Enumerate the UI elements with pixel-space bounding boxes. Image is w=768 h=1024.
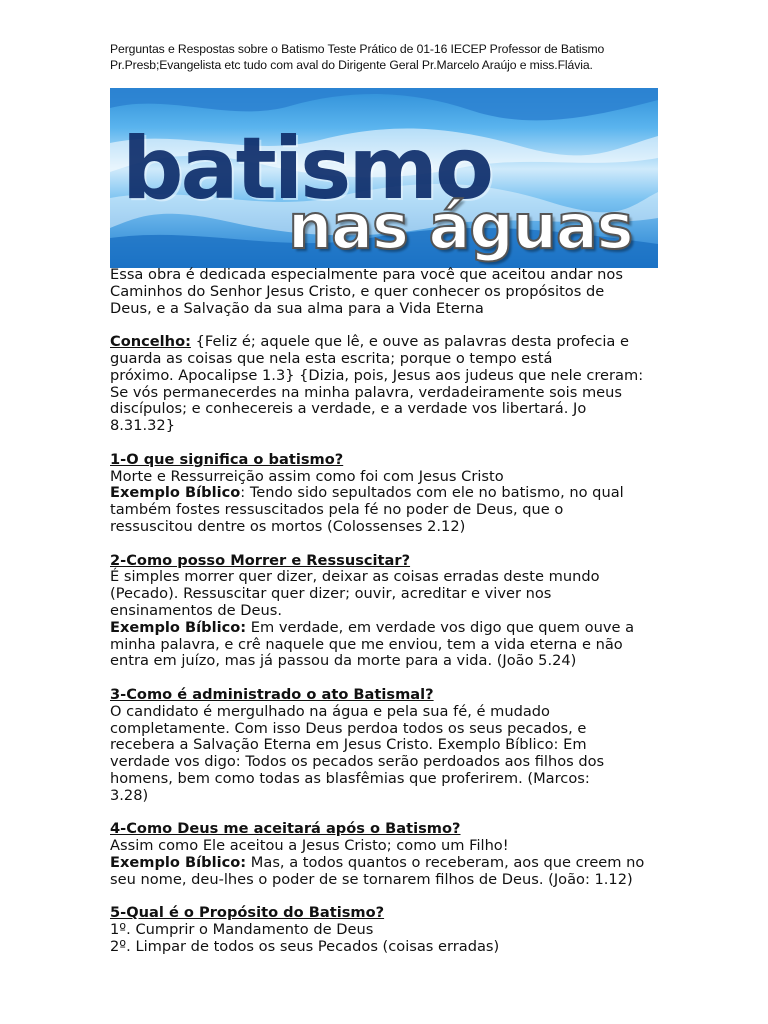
question-3-answer: 3.28) <box>110 786 149 804</box>
question-2-answer: É simples morrer quer dizer, deixar as coisas erradas deste mundo <box>110 568 600 586</box>
intro-line: Essa obra é dedicada especialmente para você que aceitou andar nos <box>110 266 623 283</box>
concelho-line: próximo. Apocalipse 1.3} {Dizia, pois, Jesus aos judeus que nele creram: <box>110 366 644 384</box>
question-3-answer: O candidato é mergulhado na água e pela sua fé, é mudado <box>110 702 550 720</box>
concelho-line: 8.31.32} <box>110 417 175 435</box>
question-3-answer: recebera a Salvação Eterna em Jesus Cristo. Exemplo Bíblico: Em <box>110 736 587 754</box>
question-1-example-line: também fostes ressuscitados pela fé no poder de Deus, que o <box>110 501 564 519</box>
concelho-text: {Feliz é; aquele que lê, e ouve as palavras desta profecia e <box>190 333 629 351</box>
document-header <box>110 42 670 73</box>
header-line-2: Pr.Presb;Evangelista etc tudo com aval do Dirigente Geral Pr.Marcelo Araújo e miss.Flávia. <box>110 57 593 72</box>
document-body <box>110 267 670 956</box>
question-4-answer: Assim como Ele aceitou a Jesus Cristo; como um Filho! <box>110 837 509 855</box>
concelho-line: discípulos; e conhecereis a verdade, e a verdade vos libertará. Jo <box>110 400 587 418</box>
question-1-title: 1-O que significa o batismo? <box>110 450 344 468</box>
question-1-answer: Morte e Ressurreição assim como foi com Jesus Cristo <box>110 467 504 485</box>
question-4-example <box>110 855 670 872</box>
concelho-line <box>110 334 670 351</box>
concelho-label: Concelho: <box>110 333 191 351</box>
question-3-title: 3-Como é administrado o ato Batismal? <box>110 685 434 703</box>
question-2-example-line: minha palavra, e crê naquele que me enviou, tem a vida eterna e não <box>110 635 623 653</box>
example-label: Exemplo Bíblico <box>110 484 241 502</box>
question-5-item: 2º. Limpar de todos os seus Pecados (coisas erradas) <box>110 937 500 955</box>
intro-line: Caminhos do Senhor Jesus Cristo, e quer conhecer os propósitos de <box>110 282 605 300</box>
banner-title: batismo <box>122 119 492 219</box>
question-1-example <box>110 485 670 502</box>
concelho-line: guarda as coisas que nela esta escrita; porque o tempo está <box>110 349 553 367</box>
question-2-example-line: entra em juízo, mas já passou da morte para a vida. (João 5.24) <box>110 652 577 670</box>
example-text: Em verdade, em verdade vos digo que quem ouve a <box>246 618 635 636</box>
question-4-example-line: seu nome, deu-lhes o poder de se tornarem filhos de Deus. (João: 1.12) <box>110 870 633 888</box>
question-3-answer: homens, bem como todas as blasfêmias que proferirem. (Marcos: <box>110 769 590 787</box>
header-line-1: Perguntas e Respostas sobre o Batismo Teste Prático de 01-16 IECEP Professor de Batismo <box>110 42 605 56</box>
question-4-title: 4-Como Deus me aceitará após o Batismo? <box>110 820 461 838</box>
question-2-answer: ensinamentos de Deus. <box>110 601 283 619</box>
question-2-answer: (Pecado). Ressuscitar quer dizer; ouvir, acreditar e viver nos <box>110 585 552 603</box>
intro-line: Deus, e a Salvação da sua alma para a Vida Eterna <box>110 299 484 317</box>
example-text: : Tendo sido sepultados com ele no batismo, no qual <box>240 484 624 502</box>
question-2-example <box>110 620 670 637</box>
example-label: Exemplo Bíblico: <box>110 853 247 871</box>
question-3-answer: verdade vos digo: Todos os pecados serão perdoados aos filhos dos <box>110 753 605 771</box>
banner-subtitle: nas águas <box>288 190 633 263</box>
banner-image <box>110 88 658 268</box>
example-label: Exemplo Bíblico: <box>110 618 247 636</box>
question-3-answer: completamente. Com isso Deus perdoa todos os seus pecados, e <box>110 719 587 737</box>
example-text: Mas, a todos quantos o receberam, aos que creem no <box>246 853 645 871</box>
question-5-item: 1º. Cumprir o Mandamento de Deus <box>110 921 374 939</box>
question-2-title: 2-Como posso Morrer e Ressuscitar? <box>110 551 411 569</box>
concelho-line: Se vós permanecerdes na minha palavra, verdadeiramente sois meus <box>110 383 622 401</box>
question-1-example-line: ressuscitou dentre os mortos (Colossenses 2.12) <box>110 517 466 535</box>
question-5-title: 5-Qual é o Propósito do Batismo? <box>110 904 385 922</box>
